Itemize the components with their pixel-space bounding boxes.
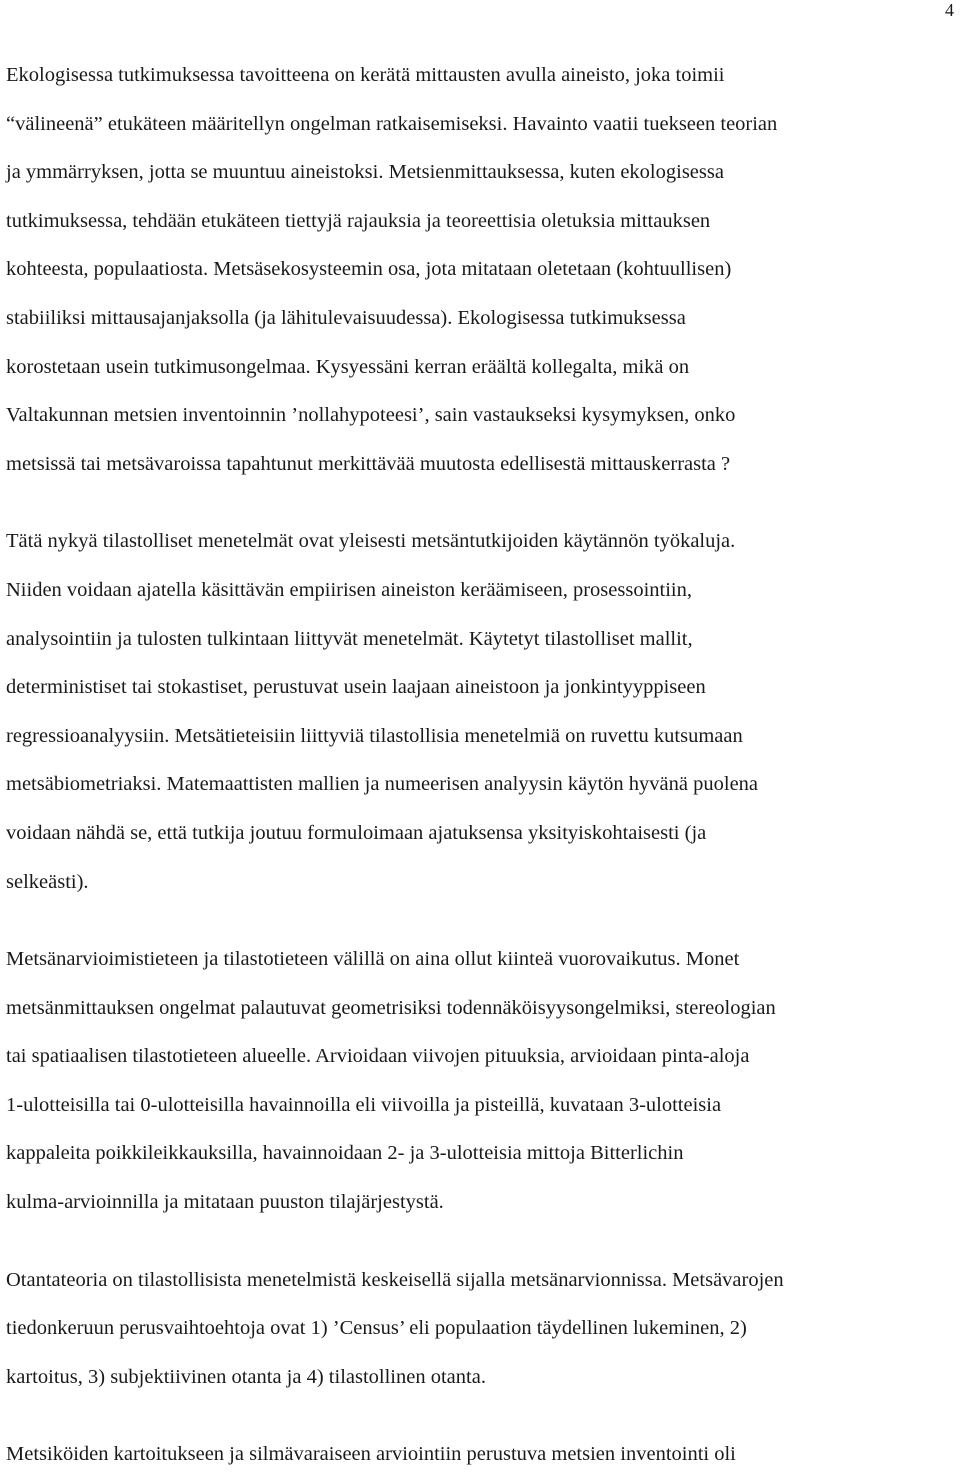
text-line: tai spatiaalisen tilastotieteen alueelle. Arvioidaan viivojen pituuksia, arvioidaan pinta-aloja xyxy=(6,1045,750,1068)
text-line: Metsiköiden kartoitukseen ja silmävaraiseen arviointiin perustuva metsien inventointi oli xyxy=(6,1443,736,1466)
text-line: analysointiin ja tulosten tulkintaan liittyvät menetelmät. Käytetyt tilastolliset mallit, xyxy=(6,627,693,650)
paragraph-4 xyxy=(6,1256,956,1402)
paragraph-1 xyxy=(6,51,956,488)
paragraph-2 xyxy=(6,517,956,906)
paragraph-5 xyxy=(6,1430,956,1479)
paragraph-gap xyxy=(6,1401,956,1430)
text-line: tutkimuksessa, tehdään etukäteen tiettyjä rajauksia ja teoreettisia oletuksia mittauksen xyxy=(6,209,711,232)
text-line: Tätä nykyä tilastolliset menetelmät ovat yleisesti metsäntutkijoiden käytännön työkaluja. xyxy=(6,530,736,553)
text-line: Ekologisessa tutkimuksessa tavoitteena on kerätä mittausten avulla aineisto, joka toimii xyxy=(6,64,725,86)
text-line: kulma-arvioinnilla ja mitataan puuston tilajärjestystä. xyxy=(6,1191,444,1214)
text-line: regressioanalyysiin. Metsätieteisiin liittyviä tilastollisia menetelmiä on ruvettu kutsumaan xyxy=(6,724,743,747)
paragraph-gap xyxy=(6,1227,956,1256)
text-line: metsänmittauksen ongelmat palautuvat geometrisiksi todennäköisyysongelmiksi, stereologian xyxy=(6,996,776,1019)
text-line: selkeästi). xyxy=(6,870,89,893)
text-line: metsissä tai metsävaroissa tapahtunut merkittävää muutosta edellisestä mittauskerrasta ? xyxy=(6,452,731,475)
text-line: Otantateoria on tilastollisista menetelmistä keskeisellä sijalla metsänarvionnissa. Metsävarojen xyxy=(6,1268,784,1291)
page-number: 4 xyxy=(945,0,954,20)
paragraph-gap xyxy=(6,488,956,517)
text-line: stabiiliksi mittausajanjaksolla (ja lähitulevaisuudessa). Ekologisessa tutkimuksessa xyxy=(6,306,686,329)
text-line: kappaleita poikkileikkauksilla, havainnoidaan 2- ja 3-ulotteisia mittoja Bitterlichin xyxy=(6,1142,684,1165)
text-line: Niiden voidaan ajatella käsittävän empiirisen aineiston keräämiseen, prosessointiin, xyxy=(6,578,692,601)
text-line: Metsänarvioimistieteen ja tilastotieteen välillä on aina ollut kiinteä vuorovaikutus. Monet xyxy=(6,948,740,971)
text-line: 1-ulotteisilla tai 0-ulotteisilla havainnoilla eli viivoilla ja pisteillä, kuvataan 3-ulotteisia xyxy=(6,1093,722,1116)
paragraph-3 xyxy=(6,935,956,1227)
text-line: kartoitus, 3) subjektiivinen otanta ja 4) tilastollinen otanta. xyxy=(6,1365,486,1388)
text-line: tiedonkeruun perusvaihtoehtoja ovat 1) ’Census’ eli populaation täydellinen lukeminen, 2) xyxy=(6,1317,747,1340)
paragraph-gap xyxy=(6,906,956,935)
text-line: deterministiset tai stokastiset, perustuvat usein laajaan aineistoon ja jonkintyyppiseen xyxy=(6,676,706,699)
text-line: “välineenä” etukäteen määritellyn ongelman ratkaisemiseksi. Havainto vaatii tuekseen teorian xyxy=(6,112,778,135)
document-body xyxy=(6,51,956,1479)
text-line: metsäbiometriaksi. Matemaattisten mallien ja numeerisen analyysin käytön hyvänä puolena xyxy=(6,773,759,796)
text-line: korostetaan usein tutkimusongelmaa. Kysyessäni kerran eräältä kollegalta, mikä on xyxy=(6,355,690,378)
text-line: kohteesta, populaatiosta. Metsäsekosysteemin osa, jota mitataan oletetaan (kohtuullisen) xyxy=(6,258,732,281)
text-line: ja ymmärryksen, jotta se muuntuu aineistoksi. Metsienmittauksessa, kuten ekologisessa xyxy=(6,161,724,184)
text-line: voidaan nähdä se, että tutkija joutuu formuloimaan ajatuksensa yksityiskohtaisesti (ja xyxy=(6,821,707,844)
text-line: Valtakunnan metsien inventoinnin ’nollahypoteesi’, sain vastaukseksi kysymyksen, onko xyxy=(6,404,736,427)
